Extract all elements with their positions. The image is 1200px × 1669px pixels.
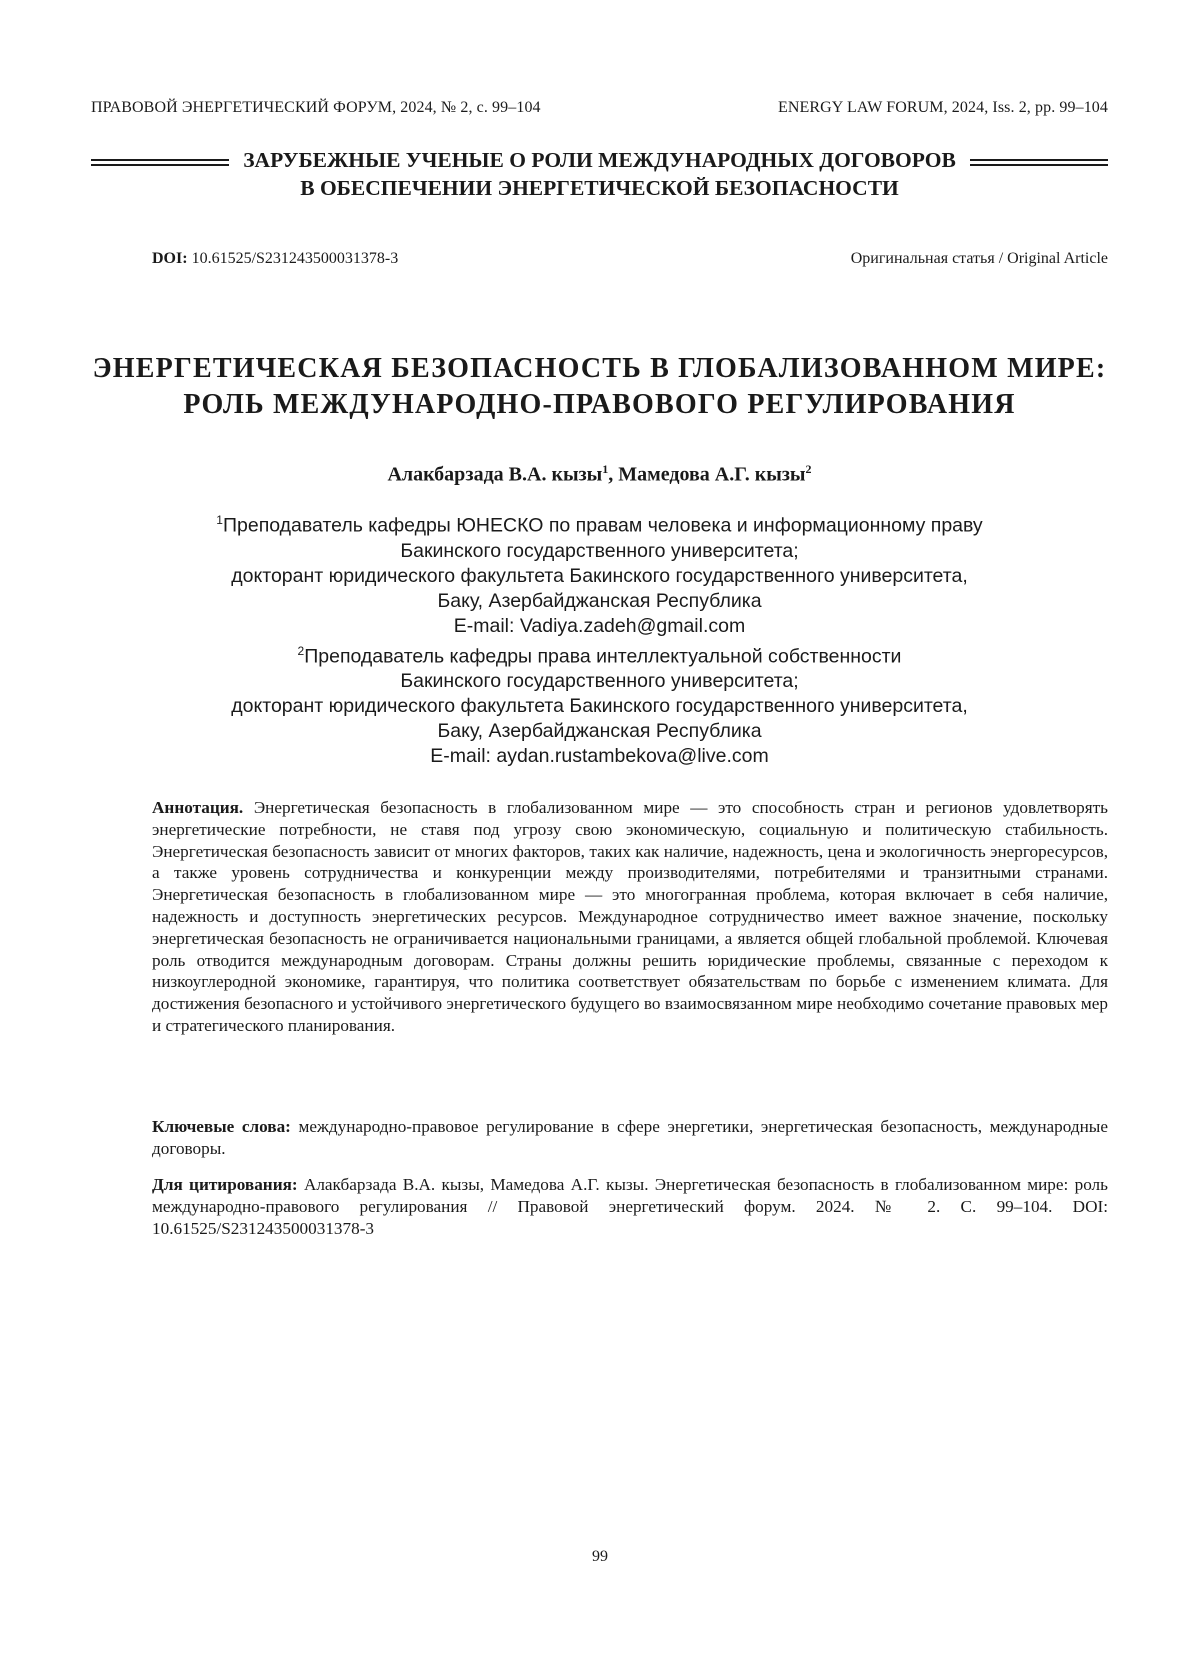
abstract [152,797,1108,1037]
author-1-sup: 1 [602,462,608,476]
affiliation-1-line3: докторант юридического факультета Бакинского государственного университета, [91,564,1108,589]
citation-text: Алакбарзада В.А. кызы, Мамедова А.Г. кызы. Энергетическая безопасность в глобализованном мире: роль международно-правового регулирования // Правовой энергетический форум. 2024. № 2. С. 99–104. DOI: 10.61525/S231243500031378-3 [152,1175,1108,1238]
article-title [91,351,1108,423]
author-2-sup: 2 [806,462,812,476]
affiliation-1-sup: 1 [216,513,223,527]
section-heading-line1: ЗАРУБЕЖНЫЕ УЧЕНЫЕ О РОЛИ МЕЖДУНАРОДНЫХ ДОГОВОРОВ [243,146,956,174]
keywords-text: международно-правовое регулирование в сфере энергетики, энергетическая безопасность, международные договоры. [152,1117,1108,1158]
running-header-left: ПРАВОВОЙ ЭНЕРГЕТИЧЕСКИЙ ФОРУМ, 2024, № 2, с. 99–104 [91,99,541,117]
authors [91,462,1108,487]
affiliation-2-text: Преподаватель кафедры права интеллектуальной собственности [304,645,901,667]
citation [152,1174,1108,1239]
affiliation-2-line4: Баку, Азербайджанская Республика [91,719,1108,744]
doi [152,250,398,268]
left-double-rule [91,159,229,166]
abstract-label: Аннотация. [152,798,243,817]
affiliation-2-line3: докторант юридического факультета Бакинского государственного университета, [91,694,1108,719]
doi-value: 10.61525/S231243500031378-3 [192,250,399,267]
running-header-right: ENERGY LAW FORUM, 2024, Iss. 2, pp. 99–104 [778,99,1108,117]
affiliations [91,508,1108,769]
affiliation-1-email: E-mail: Vadiya.zadeh@gmail.com [91,614,1108,639]
article-title-line2: РОЛЬ МЕЖДУНАРОДНО-ПРАВОВОГО РЕГУЛИРОВАНИЯ [91,387,1108,423]
author-2: Мамедова А.Г. кызы [618,464,805,486]
affiliation-1-line2: Бакинского государственного университета; [91,539,1108,564]
affiliation-1-line1 [91,508,1108,539]
running-header [91,99,1108,117]
article-meta [152,250,1108,268]
keywords-label: Ключевые слова: [152,1117,291,1136]
keywords [152,1116,1108,1160]
affiliation-2-line2: Бакинского государственного университета; [91,669,1108,694]
doi-label: DOI: [152,250,188,267]
affiliation-1-line4: Баку, Азербайджанская Республика [91,589,1108,614]
section-heading [91,146,1108,202]
author-separator: , [608,464,618,486]
article-title-line1: ЭНЕРГЕТИЧЕСКАЯ БЕЗОПАСНОСТЬ В ГЛОБАЛИЗОВАННОМ МИРЕ: [91,351,1108,387]
right-double-rule [970,159,1108,166]
section-heading-line2: В ОБЕСПЕЧЕНИИ ЭНЕРГЕТИЧЕСКОЙ БЕЗОПАСНОСТИ [91,174,1108,202]
affiliation-2-email: E-mail: aydan.rustambekova@live.com [91,744,1108,769]
affiliation-2-sup: 2 [298,644,305,658]
affiliation-2-line1 [91,639,1108,670]
citation-label: Для цитирования: [152,1175,298,1194]
abstract-text: Энергетическая безопасность в глобализованном мире — это способность стран и регионов удовлетворять энергетические потребности, не ставя под угрозу свою экономическую, социальную и политическую стабильность. Энергетическая безопасность зависит от многих факторов, таких как наличие, надежность, цена и экологичность энергоресурсов, а также уровень сотрудничества и конкуренции между производителями, потребителями и транзитными странами. Энергетическая безопасность в глобализованном мире — это многогранная проблема, которая включает в себя наличие, надежность и доступность энергетических ресурсов. Международное сотрудничество имеет важное значение, поскольку энергетическая безопасность не ограничивается национальными границами, а является общей глобальной проблемой. Ключевая роль отводится международным договорам. Страны должны решить юридические проблемы, связанные с переходом к низкоуглеродной экономике, гарантируя, что политика соответствует обязательствам по борьбе с изменением климата. Для достижения безопасного и устойчивого энергетического будущего во взаимосвязанном мире необходимо сочетание правовых мер и стратегического планирования. [152,798,1108,1035]
page-number: 99 [0,1548,1200,1566]
article-type: Оригинальная статья / Original Article [851,250,1108,268]
affiliation-1-text: Преподаватель кафедры ЮНЕСКО по правам человека и информационному праву [223,515,983,537]
author-1: Алакбарзада В.А. кызы [387,464,602,486]
